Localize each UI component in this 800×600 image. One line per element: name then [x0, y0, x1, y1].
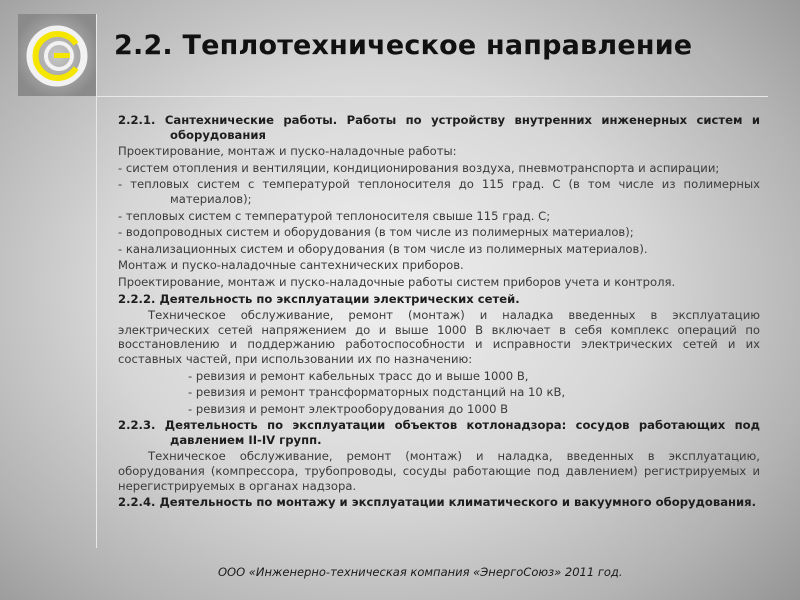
section-heading: 2.2.3. Деятельность по эксплуатации объектов котлонадзора: сосудов работающих под давлением II-IV групп.	[118, 418, 760, 447]
page-title: 2.2. Теплотехническое направление	[114, 30, 693, 61]
paragraph: Техническое обслуживание, ремонт (монтаж) и наладка, введенных в эксплуатацию, оборудования (компрессора, трубопроводы, сосуды работающие под давлением) регистрируемых и нерегистрируемых в органах надзора.	[118, 449, 760, 493]
list-item: - тепловых систем с температурой теплоносителя свыше 115 град. С;	[118, 208, 551, 223]
list-item: - ревизия и ремонт кабельных трасс до и выше 1000 В,	[188, 368, 529, 383]
horizontal-divider	[96, 96, 768, 97]
section-heading: 2.2.4. Деятельность по монтажу и эксплуатации климатического и вакуумного оборудования.	[118, 495, 757, 510]
section-heading: 2.2.1. Сантехнические работы. Работы по устройству внутренних инженерных систем и оборудования	[118, 113, 760, 142]
list-item: - систем отопления и вентиляции, кондиционирования воздуха, пневмотранспорта и аспирации;	[118, 160, 720, 175]
paragraph: Техническое обслуживание, ремонт (монтаж) и наладка введенных в эксплуатацию электрических сетей напряжением до и выше 1000 В включает в себя комплекс операций по восстановлению и поддержанию работоспособности и исправности электрических сетей и их составных частей, при использовании их по назначению:	[118, 308, 760, 366]
list-item: - ревизия и ремонт электрооборудования до 1000 В	[188, 401, 509, 416]
paragraph: Проектирование, монтаж и пуско-наладочные работы:	[118, 144, 457, 159]
list-item: - ревизия и ремонт трансформаторных подстанций на 10 кВ,	[188, 385, 566, 400]
company-logo	[18, 14, 96, 96]
paragraph: Проектирование, монтаж и пуско-наладочные работы систем приборов учета и контроля.	[118, 274, 676, 289]
vertical-divider	[96, 14, 97, 548]
section-heading: 2.2.2. Деятельность по эксплуатации электрических сетей.	[118, 291, 520, 306]
paragraph: Монтаж и пуско-наладочные сантехнических приборов.	[118, 258, 464, 273]
logo-icon	[18, 14, 96, 96]
list-item: - канализационных систем и оборудования (в том числе из полимерных материалов).	[118, 241, 648, 256]
list-item: - тепловых систем с температурой теплоносителя до 115 град. С (в том числе из полимерных материалов);	[118, 177, 760, 206]
list-item: - водопроводных систем и оборудования (в том числе из полимерных материалов);	[118, 225, 634, 240]
footer-text: ООО «Инженерно-техническая компания «ЭнергоСоюз» 2011 год.	[218, 565, 623, 579]
content-body	[118, 113, 760, 512]
